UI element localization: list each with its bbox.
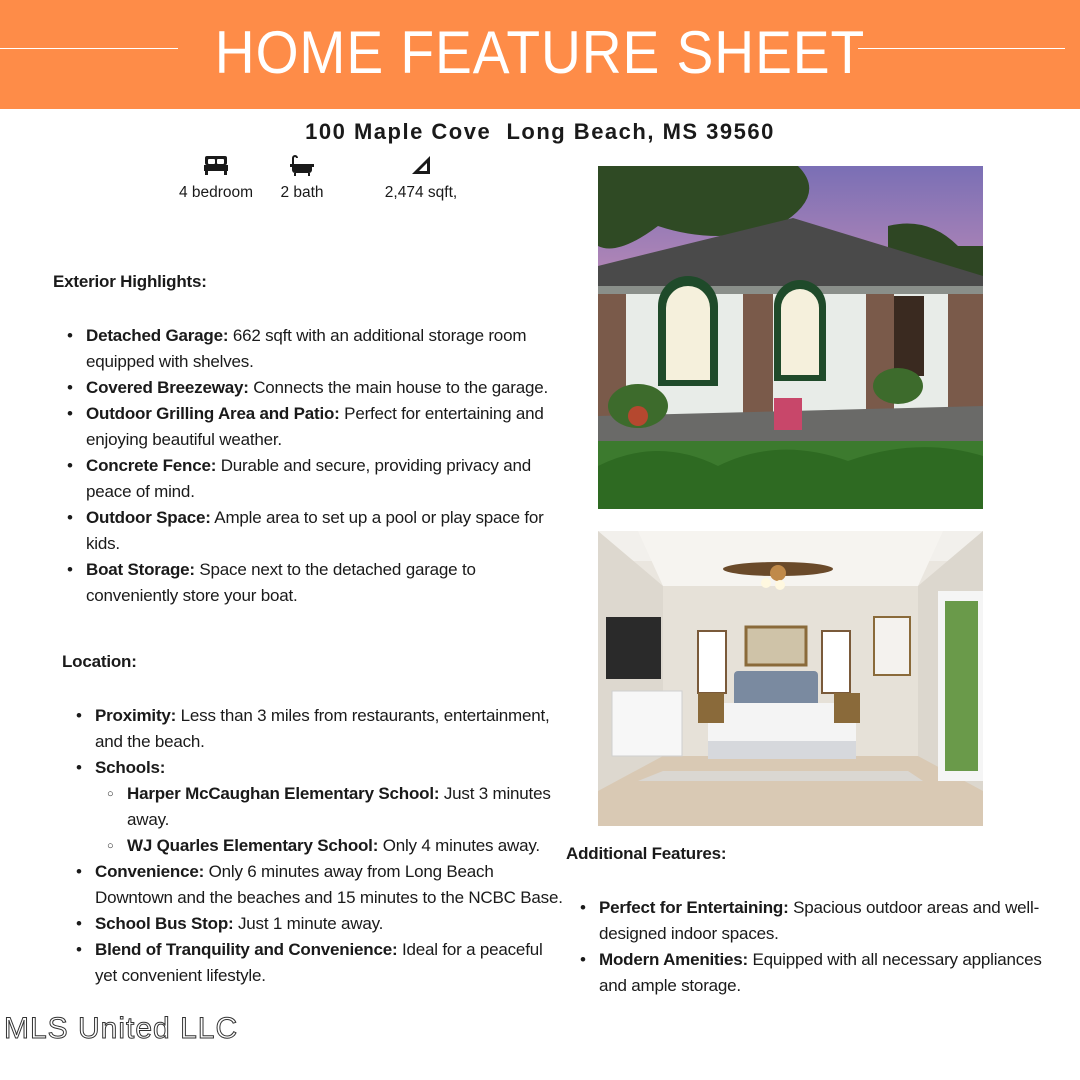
list-item: • Detached Garage: 662 sqft with an additional storage room equipped with shelves. [86, 323, 566, 375]
list-item: • Convenience: Only 6 minutes away from Long Beach Downtown and the beaches and 15 minutes to the NCBC Base. [95, 859, 565, 911]
stat-label: 2,474 sqft, [384, 184, 458, 201]
list-item: ○ Harper McCaughan Elementary School: Just 3 minutes away. [127, 781, 565, 833]
list-item: • Outdoor Space: Ample area to set up a pool or play space for kids. [86, 505, 566, 557]
list-item: • School Bus Stop: Just 1 minute away. [95, 911, 565, 937]
stat-label: 4 bedroom [178, 184, 254, 201]
exterior-photo [598, 166, 983, 509]
schools-sublist [127, 781, 565, 859]
list-item: • Boat Storage: Space next to the detached garage to conveniently store your boat. [86, 557, 566, 609]
header-banner [0, 0, 1080, 109]
additional-features-list [599, 895, 1064, 999]
bedroom-photo [598, 531, 983, 826]
list-item: • Proximity: Less than 3 miles from restaurants, entertainment, and the beach. [95, 703, 565, 755]
list-item: • Perfect for Entertaining: Spacious outdoor areas and well-designed indoor spaces. [599, 895, 1064, 947]
location-list [95, 703, 565, 989]
stat-label: 2 bath [280, 184, 324, 201]
exterior-highlights-title: Exterior Highlights: [53, 272, 207, 291]
list-item: • Blend of Tranquility and Convenience: Ideal for a peaceful yet convenient lifestyle. [95, 937, 565, 989]
exterior-highlights-list [86, 323, 566, 609]
property-address: 100 Maple Cove Long Beach, MS 39560 [305, 119, 775, 144]
list-item: • Modern Amenities: Equipped with all necessary appliances and ample storage. [599, 947, 1064, 999]
bed-icon [203, 154, 229, 176]
list-item: • Outdoor Grilling Area and Patio: Perfect for entertaining and enjoying beautiful weather. [86, 401, 566, 453]
page-title: HOME FEATURE SHEET [214, 19, 866, 86]
list-item: • Covered Breezeway: Connects the main house to the garage. [86, 375, 566, 401]
location-title: Location: [62, 652, 137, 671]
stat-bathrooms [272, 154, 332, 202]
additional-features-title: Additional Features: [566, 844, 727, 863]
list-item: • Schools: ○ Harper McCaughan Elementary School: Just 3 minutes away. ○ WJ Quarles Elementary School: Only 4 minutes away. [95, 755, 565, 859]
set-square-icon [408, 154, 434, 176]
bathtub-icon [289, 154, 315, 176]
stat-bedrooms [176, 154, 256, 202]
footer-brand: MLS United LLC [4, 1012, 239, 1045]
stat-square-feet [376, 154, 466, 202]
list-item: ○ WJ Quarles Elementary School: Only 4 minutes away. [127, 833, 565, 859]
list-item: • Concrete Fence: Durable and secure, providing privacy and peace of mind. [86, 453, 566, 505]
